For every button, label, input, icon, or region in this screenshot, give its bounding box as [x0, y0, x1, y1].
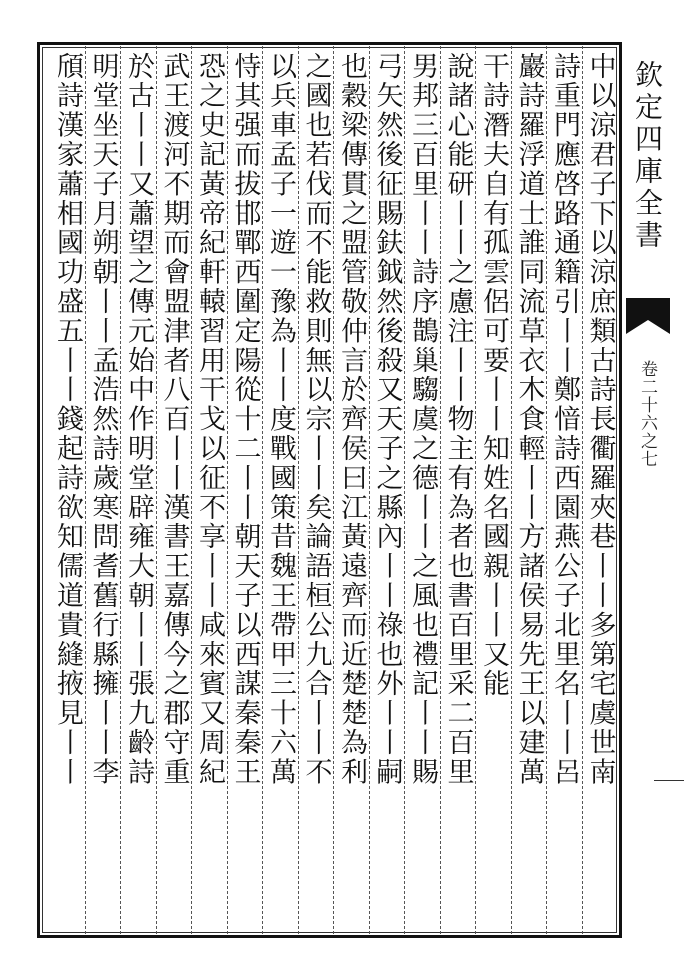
text-column: 以兵車孟子一遊一豫為丨丨度戰國策昔魏王帶甲三十六萬 [265, 52, 296, 787]
text-column: 弓矢然後征賜鈇鉞然後殺又天子之縣內丨丨祿也外丨丨嗣 [371, 52, 403, 787]
text-column: 明堂坐天子月朔朝丨丨孟浩然詩歲寒問耆舊行縣擁丨丨李 [87, 52, 119, 787]
fish-tail-icon [624, 296, 672, 336]
text-column: 武王渡河不期而會盟津者八百丨丨漢書王嘉傳今之郡守重 [158, 52, 190, 787]
edge-line [654, 780, 684, 781]
margin-book-title: 欽定四庫全書 [631, 60, 664, 252]
text-column: 之國也若伐而不能救則無以宗丨丨矣論語桓公九合丨丨不 [300, 52, 332, 787]
text-column: 詩重門應啓路通籍引丨丨鄭愔詩西園燕公子北里名丨丨呂 [549, 52, 580, 787]
text-column: 干詩潛夫自有孤雲侶可要丨丨知姓名國親丨丨又能 [478, 52, 509, 699]
text-column: 頎詩漢家蕭相國功盛五丨丨錢起詩欲知儒道貴縫掖見丨丨 [52, 52, 83, 787]
text-column: 恐之史記黃帝紀軒轅習用干戈以征不享丨丨咸來賓又周紀 [194, 52, 225, 787]
text-column: 說諸心能研丨丨之慮注丨丨物主有為者也書百里采二百里 [442, 52, 474, 787]
text-column: 恃其强而拔邯鄲西圍定陽從十二丨丨朝天子以西謀秦秦王 [229, 52, 261, 787]
text-column: 巖詩羅浮道士誰同流草衣木食輕丨丨方諸侯易先王以建萬 [513, 52, 545, 787]
text-column: 男邦三百里丨丨詩序鵲巢騶虞之德丨丨之風也禮記丨丨賜 [407, 52, 438, 787]
text-column: 也穀梁傳貫之盟管敬仲言於齊侯曰江黃遠齊而近楚楚為利 [336, 52, 367, 787]
text-column: 中以涼君子下以涼庶類古詩長衢羅夾巷丨丨多第宅虞世南 [584, 52, 616, 787]
margin-volume-label: 卷二十六之七 [637, 360, 657, 468]
text-column: 於古丨丨又蕭望之傳元始中作明堂辟雍大朝丨丨張九齡詩 [123, 52, 154, 787]
